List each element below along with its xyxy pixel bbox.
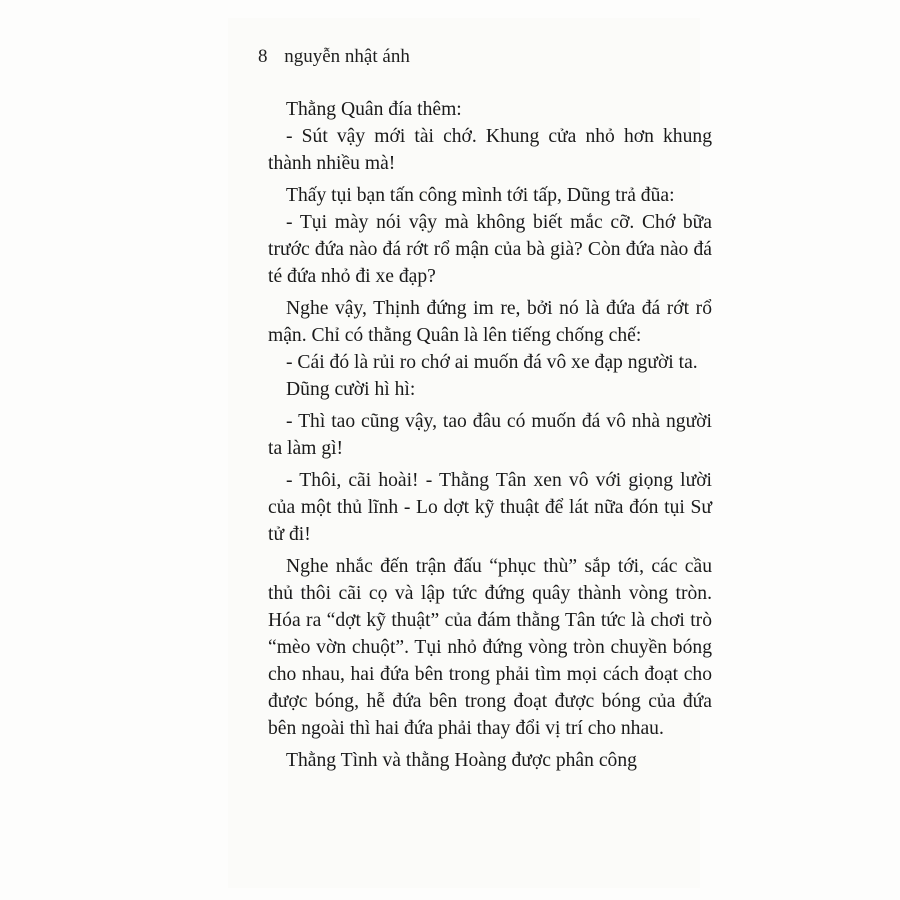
paragraph: - Sút vậy mới tài chớ. Khung cửa nhỏ hơn khung thành nhiều mà! xyxy=(268,126,712,174)
paragraph: - Thôi, cãi hoài! - Thằng Tân xen vô với giọng lười của một thủ lĩnh - Lo dợt kỹ thuật để lát nữa đón tụi Sư tử đi! xyxy=(268,470,712,545)
paragraph: - Cái đó là rủi ro chớ ai muốn đá vô xe đạp người ta. xyxy=(286,352,698,373)
paragraph: Nghe nhắc đến trận đấu “phục thù” sắp tới, các cầu thủ thôi cãi cọ và lập tức đứng quây thành vòng tròn. Hóa ra “dợt kỹ thuật” của đám thằng Tân tức là chơi trò “mèo vờn chuột”. Tụi nhỏ đứng vòng tròn chuyền bóng cho nhau, hai đứa bên trong phải tìm mọi cách đoạt cho được bóng, hễ đứa bên trong đoạt được bóng của đứa bên ngoài thì hai đứa phải thay đổi vị trí cho nhau. xyxy=(268,556,712,739)
paragraph: - Thì tao cũng vậy, tao đâu có muốn đá vô nhà người ta làm gì! xyxy=(268,411,712,459)
paragraph: Thằng Tình và thằng Hoàng được phân công xyxy=(286,750,637,771)
paragraph: Thấy tụi bạn tấn công mình tới tấp, Dũng trả đũa: xyxy=(286,185,675,206)
paragraph: Nghe vậy, Thịnh đứng im re, bởi nó là đứa đá rớt rổ mận. Chỉ có thằng Quân là lên tiếng chống chế: xyxy=(268,298,712,346)
paragraph: - Tụi mày nói vậy mà không biết mắc cỡ. Chớ bữa trước đứa nào đá rớt rổ mận của bà già? Còn đứa nào đá té đứa nhỏ đi xe đạp? xyxy=(268,212,712,287)
running-title-author: nguyễn nhật ánh xyxy=(284,46,410,67)
page-number: 8 xyxy=(258,46,268,67)
paragraph: Dũng cười hì hì: xyxy=(286,379,416,400)
page-header xyxy=(258,46,698,72)
body-text xyxy=(268,96,712,774)
paragraph: Thằng Quân đía thêm: xyxy=(286,99,462,120)
